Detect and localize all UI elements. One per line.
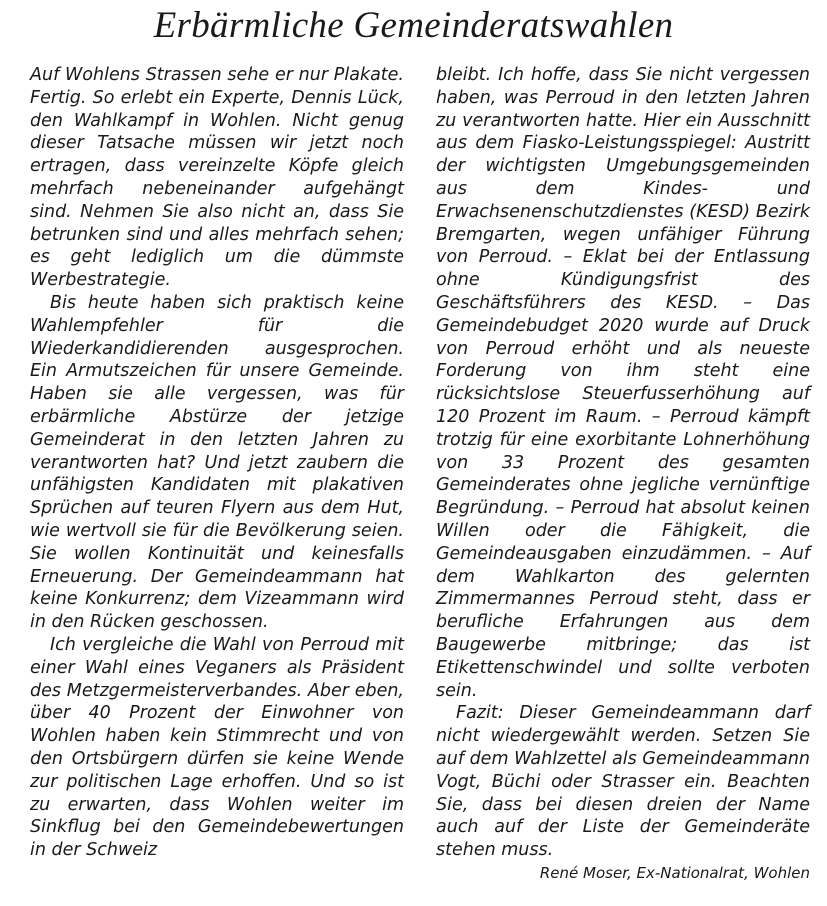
- author-signature: René Moser, Ex-Nationalrat, Wohlen: [539, 863, 810, 882]
- article-title: Erbärmliche Gemeinderatswahlen: [153, 5, 674, 46]
- paragraph-2: Bis heute haben sich praktisch keine Wahlempfehler für die Wiederkandidierenden ausgesprochen. Ein Armutszeichen für unsere Gemeinde. Haben sie alle vergessen, was für erbärmliche Abstürze der jetzige Gemeinderat in den letzten Jahren zu verantworten hat? Und jetzt zaubern die unfähigsten Kandidaten mit plakativen Sprüchen auf teuren Flyern aus dem Hut, wie wertvoll sie für die Bevölkerung seien. Sie wollen Kontinuität und keinesfalls Erneuerung. Der Gemeindeammann hat keine Konkurrenz; dem Vizeammann wird in den Rücken geschossen.: [30, 292, 404, 633]
- left-column: [30, 64, 404, 862]
- paragraph-3-continued: bleibt. Ich hoffe, dass Sie nicht vergessen haben, was Perroud in den letzten Jahren zu verantworten hatte. Hier ein Ausschnitt aus dem Fiasko-Leistungsspiegel: Austritt der wichtigsten Umgebungsgemeinden aus dem Kindes- und Erwachsenenschutzdienstes (KESD) Bezirk Bremgarten, wegen unfähiger Führung von Perroud. – Eklat bei der Entlassung ohne Kündigungsfrist des Geschäftsführers des KESD. – Das Gemeindebudget 2020 wurde auf Druck von Perroud erhöht und als neueste Forderung von ihm steht eine rücksichtslose Steuerfusserhöhung auf 120 Prozent im Raum. – Perroud kämpft trotzig für eine exorbitante Lohnerhöhung von 33 Prozent des gesamten Gemeinderates ohne jegliche vernünftige Begründung. – Perroud hat absolut keinen Willen oder die Fähigkeit, die Gemeindeausgaben einzudämmen. – Auf dem Wahlkarton des gelernten Zimmermannes Perroud steht, dass er berufliche Erfahrungen aus dem Baugewerbe mitbringe; das ist Etikettenschwindel und sollte verboten sein.: [436, 65, 810, 701]
- paragraph-conclusion: Fazit: Dieser Gemeindeammann darf nicht wiedergewählt werden. Setzen Sie auf dem Wahlzettel als Gemeindeammann Vogt, Büchi oder Strasser ein. Beachten Sie, dass bei diesen dreien der Name auch auf der Liste der Gemeinderäte stehen muss.: [436, 703, 810, 861]
- paragraph-1: Auf Wohlens Strassen sehe er nur Plakate. Fertig. So erlebt ein Experte, Dennis Lück, den Wahlkampf in Wohlen. Nicht genug dieser Tatsache müssen wir jetzt noch ertragen, dass vereinzelte Köpfe gleich mehrfach nebeneinander aufgehängt sind. Nehmen Sie also nicht an, dass Sie betrunken sind und alles mehrfach sehen; es geht lediglich um die dümmste Werbestrategie.: [30, 65, 404, 291]
- right-column: [436, 64, 810, 885]
- paragraph-3: Ich vergleiche die Wahl von Perroud mit einer Wahl eines Veganers als Präsident des Metzgermeisterverbandes. Aber eben, über 40 Prozent der Einwohner von Wohlen haben kein Stimmrecht und von den Ortsbürgern dürfen sie keine Wende zur politischen Lage erhoffen. Und so ist zu erwarten, dass Wohlen weiter im Sinkflug bei den Gemeindebewertungen in der Schweiz: [30, 634, 404, 861]
